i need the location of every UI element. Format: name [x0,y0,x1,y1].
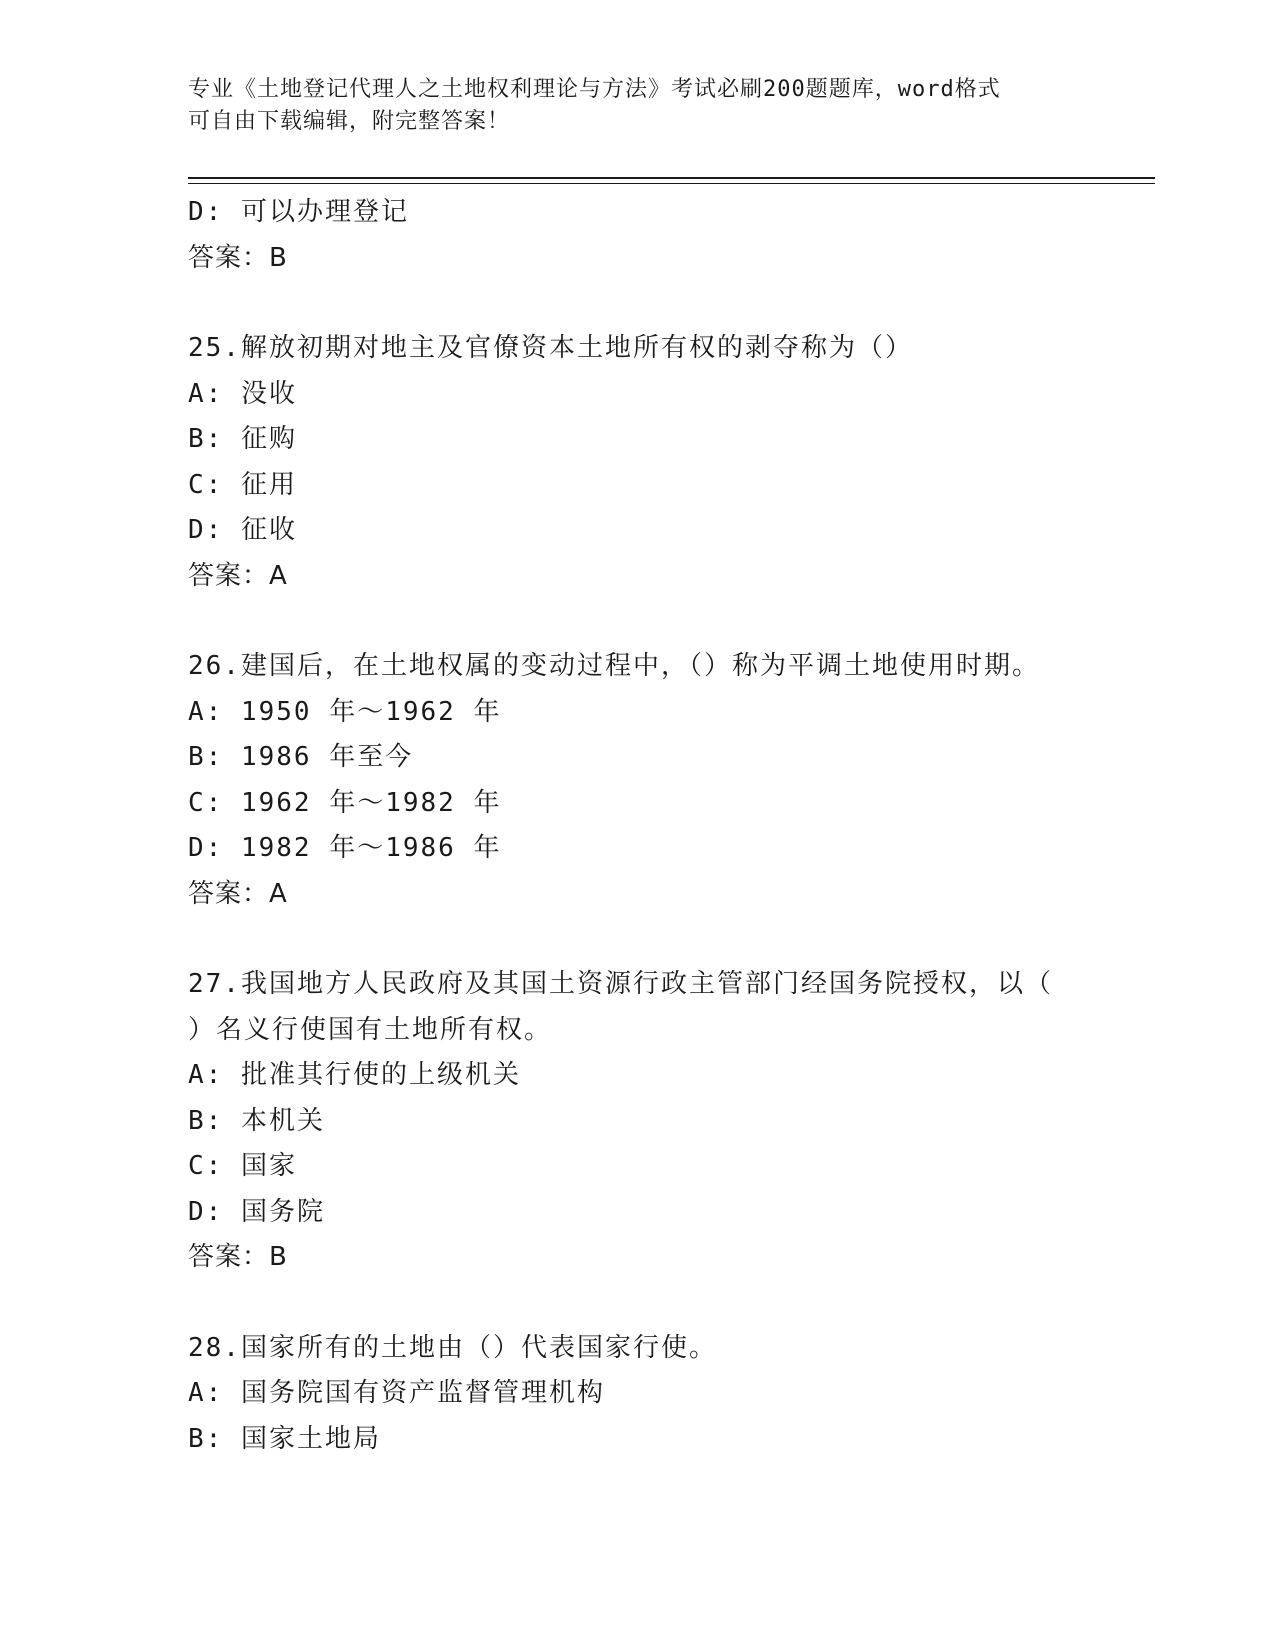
spacer [188,1281,1128,1326]
answer: 答案：A [188,560,288,591]
option-d: D: 征收 [188,515,297,545]
option-d: D: 1982 年～1986 年 [188,833,502,863]
question-26 [188,644,1128,917]
header-rule-thick [188,177,1155,179]
spacer [188,599,1128,644]
question-stem: 27.我国地方人民政府及其国土资源行政主管部门经国务院授权，以（ [188,969,1053,999]
question-28 [188,1326,1128,1463]
header-line-2: 可自由下载编辑，附完整答案！ [188,109,511,134]
question-stem: 25.解放初期对地主及官僚资本土地所有权的剥夺称为（） [188,333,913,363]
carryover-option-d: D: 可以办理登记 [188,197,409,227]
carryover-answer: 答案：B [188,242,288,273]
option-c: C: 1962 年～1982 年 [188,787,502,818]
option-c: C: 国家 [188,1151,297,1181]
option-d: D: 国务院 [188,1196,325,1227]
question-content [188,190,1128,1462]
option-b: B: 1986 年至今 [188,742,414,772]
option-a: A: 批准其行使的上级机关 [188,1060,521,1090]
question-stem-continued: ）名义行使国有土地所有权。 [188,1014,553,1045]
option-b: B: 本机关 [188,1105,325,1136]
spacer [188,281,1128,326]
header-line-1: 专业《土地登记代理人之土地权利理论与方法》考试必刷200题题库，word格式 [188,77,1001,102]
question-27 [188,962,1128,1281]
page-header [188,74,1088,138]
option-c: C: 征用 [188,469,297,500]
spacer [188,917,1128,962]
header-rule-thin [188,183,1155,184]
question-stem: 28.国家所有的土地由（）代表国家行使。 [188,1332,717,1363]
question-stem: 26.建国后，在土地权属的变动过程中，（）称为平调土地使用时期。 [188,651,1040,681]
answer: 答案：A [188,878,288,909]
option-a: A: 没收 [188,378,297,409]
answer: 答案：B [188,1242,288,1272]
option-a: A: 国务院国有资产监督管理机构 [188,1378,605,1408]
option-b: B: 国家土地局 [188,1423,381,1454]
question-25 [188,326,1128,599]
option-b: B: 征购 [188,424,297,454]
option-a: A: 1950 年～1962 年 [188,696,502,727]
